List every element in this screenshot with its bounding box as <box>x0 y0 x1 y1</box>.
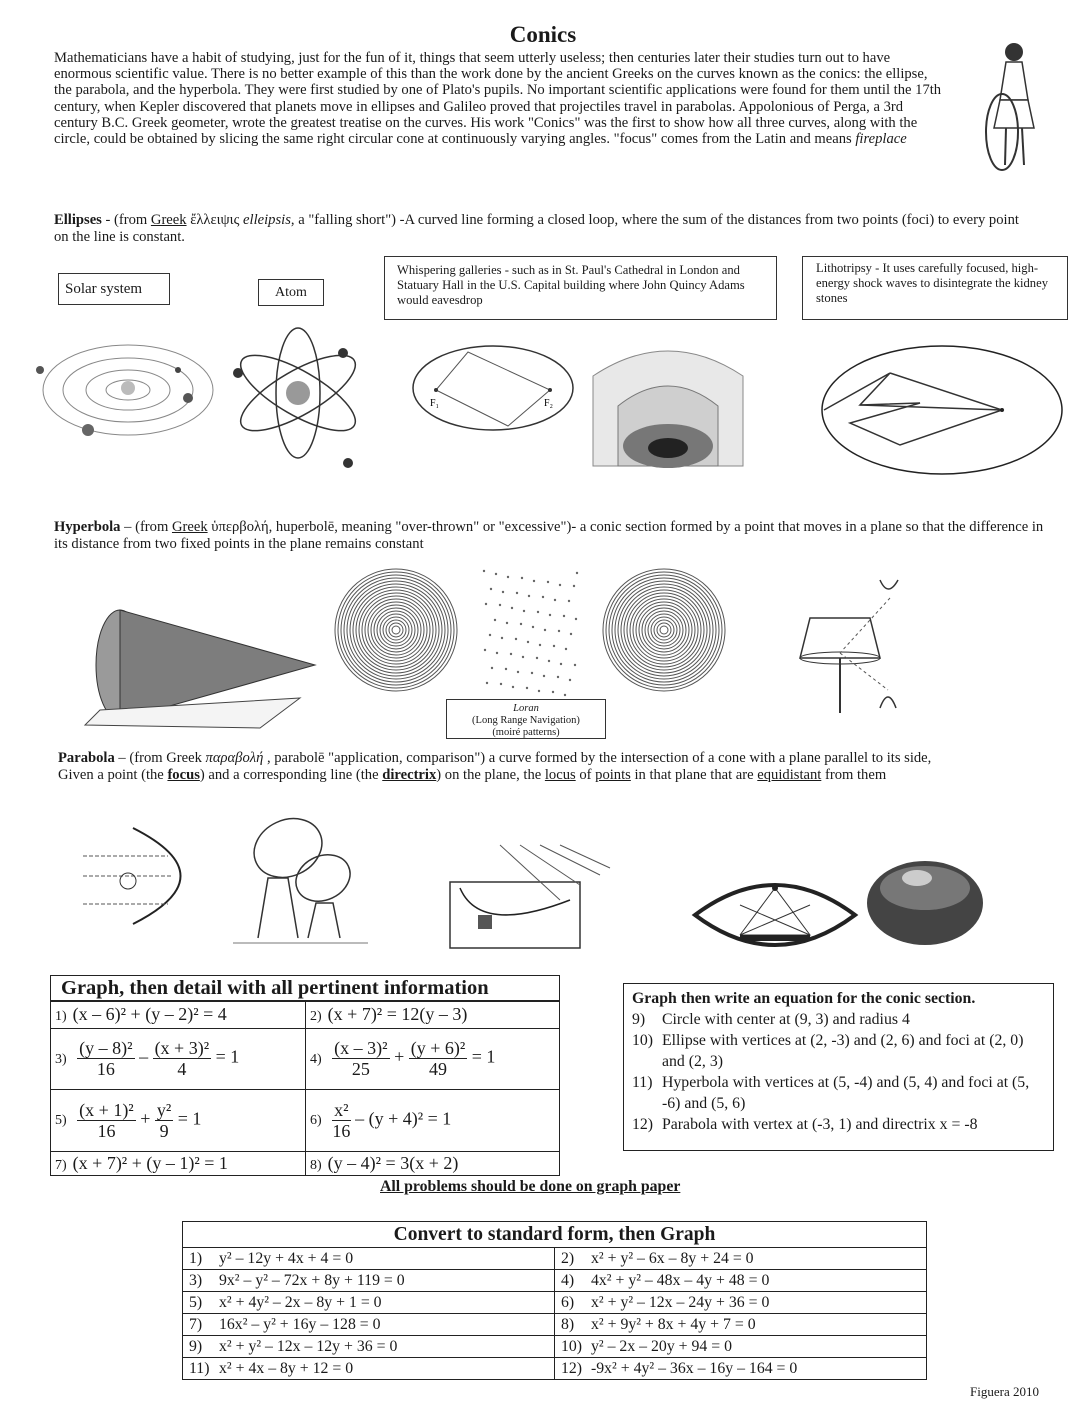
convert-problem-equation: x² + 4x – 8y + 12 = 0 <box>219 1359 354 1377</box>
problem-3-rhs: = 1 <box>215 1046 240 1067</box>
write-item-12-text: Parabola with vertex at (-3, 1) and directrix x = -8 <box>662 1116 978 1133</box>
footer-credit: Figuera 2010 <box>970 1384 1039 1399</box>
moire-dot <box>516 592 518 594</box>
write-item-11 <box>632 1072 1045 1114</box>
moire-ring <box>627 593 701 667</box>
convert-row <box>183 1336 927 1358</box>
moire-dot <box>569 679 571 681</box>
moire-dot <box>531 672 533 674</box>
convert-cell <box>183 1336 555 1358</box>
moire-ring <box>374 608 418 652</box>
problem-7 <box>51 1151 306 1175</box>
moire-dot <box>552 691 554 693</box>
convert-problem-number: 1) <box>189 1249 203 1267</box>
write-item-10 <box>632 1030 1045 1072</box>
moire-ring <box>630 596 698 664</box>
moire-dot <box>522 656 524 658</box>
moire-ring <box>371 605 421 655</box>
convert-problem-equation: 9x² – y² – 72x + 8y + 119 = 0 <box>219 1271 405 1289</box>
parabolic-reflector-diagram <box>78 826 178 926</box>
moire-ring <box>392 626 400 634</box>
problem-8-label: 8) <box>310 1157 322 1173</box>
moire-dot <box>501 637 503 639</box>
moire-dot <box>527 641 529 643</box>
whispering-gallery-diagram <box>408 338 578 438</box>
lithotripsy-label: Lithotripsy - It uses carefully focused, high-energy shock waves to disintegrate the kidney stones <box>802 256 1068 320</box>
parabola-line1-a: – (from Greek <box>114 750 206 766</box>
graph-table-heading: Graph, then detail with all pertinent information <box>51 976 560 1002</box>
intro-paragraph <box>54 50 946 147</box>
locus-link[interactable]: locus <box>544 767 576 783</box>
convert-problem-number: 5) <box>189 1293 203 1311</box>
write-item-11-num: 11) <box>632 1074 653 1091</box>
moire-dot <box>568 600 570 602</box>
problem-4-rhs: = 1 <box>471 1046 496 1067</box>
convert-problem-number: 4) <box>561 1271 575 1289</box>
atom-illustration <box>228 318 368 478</box>
write-equation-box <box>623 983 1054 1151</box>
problem-4-den-2: 49 <box>428 1059 447 1079</box>
cone-hyperbola-illustration <box>80 600 320 730</box>
parabola-line2-f: from them <box>821 767 887 783</box>
hyperbola-greek-link[interactable]: Greek <box>171 519 208 535</box>
problem-3-op: – <box>139 1046 149 1067</box>
convert-problem-number: 3) <box>189 1271 203 1289</box>
problem-5-op: + <box>140 1108 151 1129</box>
problem-5-den-1: 16 <box>97 1120 116 1141</box>
convert-problem-equation: x² + y² – 12x – 24y + 36 = 0 <box>591 1293 770 1311</box>
moire-dot <box>544 629 546 631</box>
moire-dot <box>537 611 539 613</box>
problem-3 <box>51 1028 306 1089</box>
gallery-dome-photo <box>588 336 748 476</box>
moire-dot <box>496 652 498 654</box>
elliptical-disc-photo <box>865 848 985 948</box>
ellipses-greek-link[interactable]: Greek <box>150 212 187 228</box>
convert-problem-number: 8) <box>561 1315 575 1333</box>
ellipses-rest: , a "falling short") -A curved line forming a closed loop, where the sum of the distances from two points (foci) to every point on the line is constant. <box>54 212 1019 245</box>
points-link[interactable]: points <box>595 767 631 783</box>
problem-4-num-2: (y + 6)² <box>410 1038 466 1058</box>
parabola-line2-b: ) and a corresponding line (the <box>199 767 383 783</box>
moire-dot <box>574 664 576 666</box>
convert-cell <box>555 1336 927 1358</box>
problem-6-rest: – (y + 4)² = 1 <box>355 1108 452 1129</box>
parabola-line2-c: ) on the plane, the <box>436 767 545 783</box>
moire-dot <box>484 649 486 651</box>
moire-dot <box>512 686 514 688</box>
convert-row <box>183 1314 927 1336</box>
convert-cell <box>555 1248 927 1270</box>
moire-ring <box>380 614 412 646</box>
moire-dot <box>491 667 493 669</box>
problem-5-rhs: = 1 <box>177 1108 202 1129</box>
problem-6-num: x² <box>334 1099 349 1120</box>
write-item-12-num: 12) <box>632 1116 654 1133</box>
solar-parabola-diagram <box>440 840 615 950</box>
problem-3-den-1: 16 <box>96 1059 115 1079</box>
convert-cell <box>555 1270 927 1292</box>
write-item-9-num: 9) <box>632 1011 646 1028</box>
ellipses-greek: ἔλλειψις <box>186 212 244 228</box>
ellipse-reflection-diagram <box>690 880 860 950</box>
moire-dot <box>502 591 504 593</box>
moire-ring <box>362 596 430 664</box>
convert-problem-number: 12) <box>561 1359 583 1377</box>
moire-dot <box>490 588 492 590</box>
convert-problem-number: 2) <box>561 1249 575 1267</box>
solar-system-illustration <box>28 330 218 450</box>
moire-dot <box>559 584 561 586</box>
problem-1-equation: (x – 6)² + (y – 2)² = 4 <box>72 1004 227 1025</box>
convert-cell <box>183 1292 555 1314</box>
problem-1-label: 1) <box>55 1009 67 1025</box>
convert-problem-number: 10) <box>561 1337 583 1355</box>
moire-ring <box>368 602 424 658</box>
problem-4-num-1: (x – 3)² <box>334 1038 388 1058</box>
focus-label-1: F₁ <box>430 398 440 409</box>
moire-dot <box>520 623 522 625</box>
problem-6 <box>306 1089 560 1151</box>
problem-7-label: 7) <box>55 1157 67 1173</box>
loran-note: (moiré patterns) <box>492 727 560 738</box>
write-item-10-text: Ellipse with vertices at (2, -3) and (2, 6) and foci at (2, 0) and (2, 3) <box>662 1032 1024 1070</box>
graph-paper-note: All problems should be done on graph paper <box>380 1178 681 1195</box>
moire-dot <box>517 671 519 673</box>
moire-ring <box>350 584 442 676</box>
problem-5 <box>51 1089 306 1151</box>
parabola-definition <box>58 750 1058 784</box>
focus-label-2: F₂ <box>544 398 554 409</box>
convert-cell <box>183 1358 555 1380</box>
moire-ring <box>657 623 671 637</box>
moire-dot <box>515 638 517 640</box>
moire-dot <box>506 622 508 624</box>
problem-8-equation: (y – 4)² = 3(x + 2) <box>327 1152 459 1173</box>
parabola-line2-e: in that plane that are <box>630 767 758 783</box>
girl-hoop-illustration <box>978 40 1048 180</box>
convert-problem-equation: 4x² + y² – 48x – 4y + 48 = 0 <box>591 1271 770 1289</box>
directrix-link[interactable]: directrix <box>382 767 437 783</box>
write-item-11-text: Hyperbola with vertices at (5, -4) and (5, 4) and foci at (5, -6) and (5, 6) <box>662 1074 1030 1112</box>
solar-system-label: Solar system <box>58 273 170 305</box>
convert-cell <box>183 1270 555 1292</box>
moire-dot <box>483 570 485 572</box>
moire-dot <box>533 580 535 582</box>
moire-ring <box>341 575 451 685</box>
problem-3-num-1: (y – 8)² <box>79 1038 133 1058</box>
moire-dot <box>523 610 525 612</box>
write-equation-heading: Graph then write an equation for the conic section. <box>632 990 976 1007</box>
moire-dot <box>538 690 540 692</box>
moire-dot <box>563 615 565 617</box>
moire-dot <box>554 599 556 601</box>
moire-dot <box>565 648 567 650</box>
problem-1 <box>51 1001 306 1028</box>
moire-ring <box>621 587 707 673</box>
moire-ring <box>642 608 686 652</box>
radio-telescope-illustration <box>228 808 373 948</box>
convert-row <box>183 1248 927 1270</box>
convert-cell <box>555 1292 927 1314</box>
moire-dot <box>499 604 501 606</box>
moire-ring <box>606 572 722 688</box>
lampshade-hyperbola-illustration <box>780 578 920 718</box>
problem-8 <box>306 1151 560 1175</box>
ellipses-definition <box>54 212 1024 246</box>
convert-heading: Convert to standard form, then Graph <box>183 1222 927 1248</box>
moire-ring <box>618 584 710 676</box>
moire-dot <box>549 614 551 616</box>
atom-label: Atom <box>258 279 324 306</box>
moire-dot <box>539 644 541 646</box>
problem-4 <box>306 1028 560 1089</box>
convert-problem-equation: x² + 4y² – 2x – 8y + 1 = 0 <box>219 1293 382 1311</box>
parabola-line1-b: , parabolē "application, comparison") a curve formed by the intersection of a cone with a plane parallel to its side, <box>263 750 932 766</box>
problem-2 <box>306 1001 560 1028</box>
parabola-line2-a: Given a point (the <box>58 767 168 783</box>
moire-dot <box>575 618 577 620</box>
moire-dot <box>564 694 566 696</box>
equidistant-link[interactable]: equidistant <box>757 767 822 783</box>
convert-row <box>183 1292 927 1314</box>
convert-problem-equation: x² + y² – 12x – 12y + 36 = 0 <box>219 1337 398 1355</box>
focus-link[interactable]: focus <box>167 767 200 783</box>
moire-ring <box>353 587 439 673</box>
convert-problem-equation: x² + y² – 6x – 8y + 24 = 0 <box>591 1249 754 1267</box>
moire-dot <box>573 585 575 587</box>
moire-dot <box>505 668 507 670</box>
hyperbola-rest: ὑπερβολή, huperbolē, meaning "over-thrown" or "excessive")- a conic section formed by a point that moves in a plane so that the difference in its distance from two fixed points in the plane remains constant <box>54 519 1044 552</box>
loran-title: Loran <box>513 703 539 714</box>
moire-dot <box>528 595 530 597</box>
moire-ring <box>389 623 403 637</box>
moire-dot <box>576 572 578 574</box>
problem-7-equation: (x + 7)² + (y – 1)² = 1 <box>72 1152 228 1173</box>
moire-dot <box>542 596 544 598</box>
ellipses-from: - (from <box>101 212 151 228</box>
convert-problem-equation: 16x² – y² + 16y – 128 = 0 <box>219 1315 381 1333</box>
convert-problem-equation: x² + 9y² + 8x + 4y + 7 = 0 <box>591 1315 756 1333</box>
moire-dot <box>521 577 523 579</box>
hyperbola-from: – (from <box>120 519 172 535</box>
problem-3-den-2: 4 <box>177 1059 187 1079</box>
write-item-9 <box>632 1009 1045 1030</box>
convert-cell <box>555 1358 927 1380</box>
problem-2-label: 2) <box>310 1009 322 1025</box>
ellipses-word: elleipsis <box>243 212 291 228</box>
lithotripsy-diagram <box>820 343 1065 478</box>
moire-dot <box>570 633 572 635</box>
moire-dot <box>558 630 560 632</box>
intro-emphasis: fireplace <box>855 131 907 148</box>
problem-4-den-1: 25 <box>351 1059 370 1079</box>
graph-problems-table <box>50 975 560 1176</box>
convert-problem-equation: -9x² + 4y² – 36x – 16y – 164 = 0 <box>591 1359 798 1377</box>
moire-ring <box>651 617 677 643</box>
moire-ring <box>660 626 668 634</box>
moire-dot <box>557 676 559 678</box>
loran-moire-pattern <box>334 566 724 706</box>
loran-caption <box>446 699 606 739</box>
convert-row <box>183 1270 927 1292</box>
parabola-line2-d: of <box>575 767 596 783</box>
problem-2-equation: (x + 7)² = 12(y – 3) <box>327 1004 468 1025</box>
moire-ring <box>338 572 454 688</box>
convert-cell <box>183 1314 555 1336</box>
moire-dot <box>560 663 562 665</box>
problem-5-num-2: y² <box>156 1099 172 1120</box>
moire-ring <box>612 578 716 682</box>
convert-problem-number: 7) <box>189 1315 203 1333</box>
moire-ring <box>383 617 409 643</box>
problem-3-num-2: (x + 3)² <box>154 1038 210 1058</box>
moire-dot <box>547 581 549 583</box>
moire-dot <box>553 645 555 647</box>
convert-problem-number: 11) <box>189 1359 210 1377</box>
moire-dot <box>486 682 488 684</box>
moire-ring <box>359 593 433 667</box>
problem-4-op: + <box>394 1046 405 1067</box>
moire-dot <box>489 634 491 636</box>
moire-ring <box>636 602 692 658</box>
convert-problem-equation: y² – 2x – 20y + 94 = 0 <box>591 1337 733 1355</box>
parabola-greek: παραβολή <box>205 750 264 766</box>
convert-cell <box>555 1314 927 1336</box>
problem-5-den-2: 9 <box>159 1120 169 1141</box>
moire-dot <box>543 675 545 677</box>
ellipses-heading: Ellipses <box>54 212 102 228</box>
moire-dot <box>532 626 534 628</box>
moire-dot <box>485 603 487 605</box>
problem-3-label: 3) <box>55 1051 67 1067</box>
moire-dot <box>536 657 538 659</box>
moire-dot <box>507 576 509 578</box>
write-item-10-num: 10) <box>632 1032 654 1049</box>
problem-6-den: 16 <box>332 1120 351 1141</box>
moire-dot <box>495 573 497 575</box>
moire-dot <box>526 687 528 689</box>
moire-ring <box>648 614 680 646</box>
moire-dot <box>510 653 512 655</box>
loran-subtitle: (Long Range Navigation) <box>472 715 580 726</box>
hyperbola-definition <box>54 519 1044 553</box>
convert-problem-number: 9) <box>189 1337 203 1355</box>
convert-cell <box>183 1248 555 1270</box>
convert-row <box>183 1358 927 1380</box>
problem-4-label: 4) <box>310 1051 322 1067</box>
moire-dot <box>548 660 550 662</box>
write-item-12 <box>632 1114 1045 1135</box>
moire-dot <box>511 607 513 609</box>
moire-dot <box>494 619 496 621</box>
problem-6-label: 6) <box>310 1113 322 1129</box>
moire-ring <box>609 575 719 685</box>
convert-problem-number: 6) <box>561 1293 575 1311</box>
write-item-9-text: Circle with center at (9, 3) and radius 4 <box>662 1011 910 1028</box>
problem-5-label: 5) <box>55 1113 67 1129</box>
moire-ring <box>639 605 689 655</box>
moire-dot <box>500 683 502 685</box>
parabola-heading: Parabola <box>58 750 115 766</box>
whispering-galleries-label: Whispering galleries - such as in St. Paul's Cathedral in London and Statuary Hall in the U.S. Capital building where John Quincy Adams would eavesdrop <box>384 256 777 320</box>
convert-problem-equation: y² – 12y + 4x + 4 = 0 <box>219 1249 354 1267</box>
moire-ring <box>344 578 448 682</box>
problem-5-num-1: (x + 1)² <box>79 1099 134 1120</box>
intro-text: Mathematicians have a habit of studying, just for the fun of it, things that seem utterly useless; then centuries later their studies turn out to have enormous scientific value. There is no better example of this than the work done by the ancient Greeks on the curves known as the conics: the ellipse, the parabola, and the hyperbola. They were first studied by one of Plato's pupils. No important scientific applications were found for them until the 17th century, when Kepler discovered that planets move in ellipses and Galileo proved that projectiles travel in parabolas. Appolonious of Perga, a 3rd century B.C. Greek geometer, wrote the greatest treatise on the curves. His work "Conics" was the first to show how all three curves, along with the circle, could be obtained by slicing the same right circular cone at continuously varying angles. "focus" comes from the Latin and means <box>54 50 942 148</box>
hyperbola-heading: Hyperbola <box>54 519 121 535</box>
convert-table <box>182 1221 927 1380</box>
page-title: Conics <box>509 22 577 47</box>
